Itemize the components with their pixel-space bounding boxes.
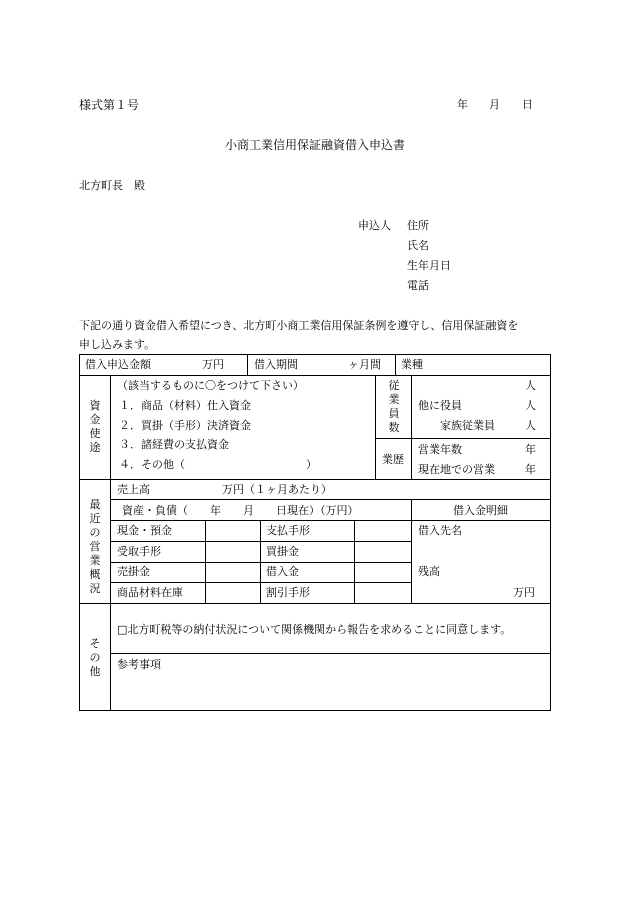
funds-option-2: ２．買掛（手形）決済資金: [119, 419, 251, 432]
reference-notes-label: 参考事項: [117, 658, 161, 671]
page-title: 小商工業信用保証融資借入申込書: [224, 138, 405, 152]
date-year-label: 年: [457, 98, 468, 111]
officers-unit: 人: [525, 399, 536, 412]
funds-option-1: １．商品（材料）仕入資金: [119, 399, 251, 412]
date-day-label: 日: [522, 98, 533, 111]
loan-details-header: 借入金明細: [453, 504, 508, 517]
years-at-location-unit: 年: [525, 463, 536, 476]
funds-usage-side-label: 資金使途: [89, 399, 101, 454]
years-at-location-label: 現在地での営業: [418, 463, 495, 476]
liability-borrowings: 借入金: [266, 565, 299, 578]
years-in-business-label: 営業年数: [418, 443, 462, 456]
funds-option-3: ３．諸経費の支払資金: [119, 438, 229, 451]
funds-option-4: ４．その他（ ）: [119, 458, 317, 471]
date-month-label: 月: [489, 98, 500, 111]
liability-discounted-notes: 割引手形: [266, 586, 310, 599]
loan-balance-unit: 万円: [513, 586, 535, 599]
asset-notes-receivable: 受取手形: [117, 545, 161, 558]
applicant-birthdate-label: 生年月日: [407, 259, 451, 272]
years-in-business-unit: 年: [525, 443, 536, 456]
balance-sheet-header: 資産・負債（ 年 月 日現在）（万円）: [122, 504, 359, 517]
employees-side-label: 従業員数: [388, 379, 400, 434]
funds-instruction: （該当するものに〇をつけて下さい）: [117, 379, 304, 392]
loan-amount-label: 借入申込金額: [85, 358, 151, 371]
intro-line-2: 申し込みます。: [79, 338, 156, 351]
loan-period-label: 借入期間: [254, 358, 298, 371]
family-employees-unit: 人: [525, 419, 536, 432]
form-number: 様式第１号: [79, 98, 140, 112]
asset-accounts-receivable: 売掛金: [117, 565, 150, 578]
asset-cash-deposits: 現金・預金: [117, 524, 172, 537]
business-overview-side-label: 最近の営業概況: [89, 498, 101, 595]
industry-label: 業種: [401, 358, 423, 371]
asset-inventory: 商品材料在庫: [117, 586, 183, 599]
other-side-label: その他: [89, 637, 101, 678]
applicant-name-label: 氏名: [407, 239, 429, 252]
loan-amount-unit: 万円: [202, 358, 224, 371]
employees-unit: 人: [525, 379, 536, 392]
lender-name-label: 借入先名: [418, 524, 462, 537]
tax-consent-checkbox-statement[interactable]: □北方町税等の納付状況について関係機関から報告を求めることに同意します。: [117, 623, 512, 636]
applicant-label: 申込人: [358, 219, 391, 232]
officers-label: 他に役員: [418, 399, 462, 412]
loan-period-unit: ヶ月間: [348, 358, 381, 371]
family-employees-label: 家族従業員: [440, 419, 495, 432]
intro-line-1: 下記の通り資金借入希望につき、北方町小商工業信用保証条例を遵守し、信用保証融資を: [79, 319, 519, 332]
liability-accounts-payable: 買掛金: [266, 545, 299, 558]
liability-notes-payable: 支払手形: [266, 524, 310, 537]
sales-label: 売上高: [117, 483, 150, 496]
sales-unit: 万円（１ヶ月あたり）: [222, 483, 332, 496]
loan-balance-label: 残高: [418, 565, 440, 578]
applicant-address-label: 住所: [407, 219, 429, 232]
addressee: 北方町長 殿: [79, 179, 145, 192]
business-history-label: 業歴: [382, 453, 404, 466]
applicant-phone-label: 電話: [407, 279, 429, 292]
